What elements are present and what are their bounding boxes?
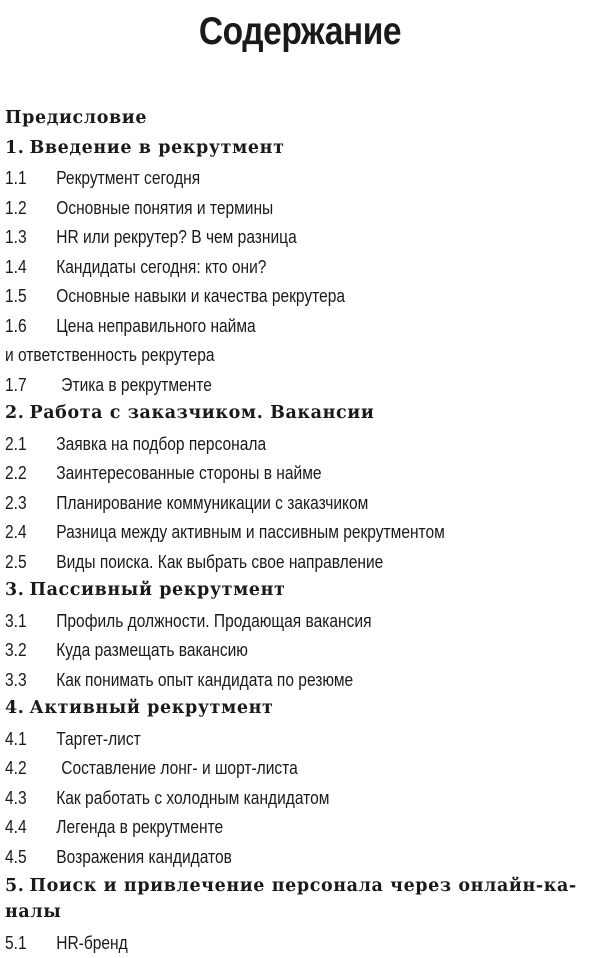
toc-text: Рекрутмент сегодня [56,167,201,188]
toc-item [5,812,501,842]
toc-chapter-heading [5,576,595,606]
toc-item [5,606,501,636]
toc-text: Поиск и привлечение персонала через онлайн-ка-налы [5,876,577,922]
toc-item [5,370,501,400]
toc-chapter-heading [5,104,595,134]
page-title: Содержание [198,10,402,53]
toc-item [5,635,501,665]
toc-text: Кандидаты сегодня: кто они? [56,255,267,277]
toc-text: Цена неправильного найма [56,314,256,336]
toc-number: 5. [5,876,25,896]
toc-item [5,724,501,754]
toc-number: 1.7 [5,373,27,395]
toc-number: 1.4 [5,255,27,277]
toc-item [5,783,501,813]
toc-text: Как понимать опыт кандидата по резюме [56,668,354,690]
toc-number: 4.4 [5,816,27,837]
toc-text: Работа с заказчиком. Вакансии [29,403,375,423]
toc-text: Как работать с холодным кандидатом [56,786,330,808]
toc-chapter-heading [5,871,590,925]
toc-text: Основные понятия и термины [56,196,274,218]
toc-number: 3. [5,580,25,600]
toc-item [5,193,501,223]
toc-number: 4.5 [5,845,27,867]
toc-item [5,222,501,252]
toc-text: и ответственность рекрутера [5,344,215,365]
toc-item-continuation [5,340,501,370]
toc-number: 1.2 [5,196,27,218]
toc-item [5,488,501,518]
toc-text: Заявка на подбор персонала [56,432,267,454]
toc-item [5,311,501,341]
toc-item [5,458,501,488]
toc-number: 2.1 [5,432,27,454]
toc-item [5,252,501,282]
toc-chapter-heading [5,694,595,724]
toc-item [5,753,501,783]
toc-text: Этика в рекрутменте [61,373,212,395]
toc-number: 3.2 [5,639,27,660]
toc-text: Составление лонг- и шорт-листа [61,757,298,778]
toc-text: Таргет-лист [56,727,141,749]
toc-item [5,429,501,459]
toc-text: Пассивный рекрутмент [29,580,286,600]
toc-text: Виды поиска. Как выбрать свое направление [56,550,384,572]
toc-text: Основные навыки и качества рекрутера [56,285,346,306]
toc-number: 2.4 [5,521,27,542]
toc-number: 4.2 [5,757,27,778]
toc-number: 1.6 [5,314,27,336]
toc-number: 1. [5,137,25,158]
toc-number: 3.3 [5,668,27,690]
toc-text: Планирование коммуникации с заказчиком [56,491,369,513]
toc-text: Разница между активным и пассивным рекрутментом [56,521,445,542]
toc-text: Предисловие [5,108,148,128]
toc-text: HR или рекрутер? В чем разница [56,226,297,247]
toc-text: Возражения кандидатов [56,845,232,867]
toc-list [5,104,595,958]
toc-chapter-heading [5,399,595,429]
toc-text: Куда размещать вакансию [56,639,248,660]
toc-text: Активный рекрутмент [29,698,274,718]
toc-number: 5.1 [5,932,27,953]
toc-item [5,517,501,547]
toc-number: 4.1 [5,727,27,749]
toc-number: 2.5 [5,550,27,572]
toc-item [5,842,501,872]
toc-item [5,928,501,958]
toc-number: 1.5 [5,285,27,306]
toc-number: 2. [5,403,25,423]
toc-number: 1.1 [5,167,27,188]
toc-text: Введение в рекрутмент [29,137,285,158]
toc-text: Заинтересованные стороны в найме [56,462,322,483]
toc-item [5,163,501,193]
toc-text: HR-бренд [56,932,128,953]
toc-number: 2.2 [5,462,27,483]
toc-number: 1.3 [5,226,27,247]
toc-text: Легенда в рекрутменте [56,816,224,837]
toc-chapter-heading [5,134,595,164]
toc-number: 4. [5,698,25,718]
toc-number: 4.3 [5,786,27,808]
toc-number: 3.1 [5,609,27,631]
toc-number: 2.3 [5,491,27,513]
toc-item [5,665,501,695]
toc-text: Профиль должности. Продающая вакансия [56,609,372,631]
toc-item [5,281,501,311]
toc-item [5,547,501,577]
